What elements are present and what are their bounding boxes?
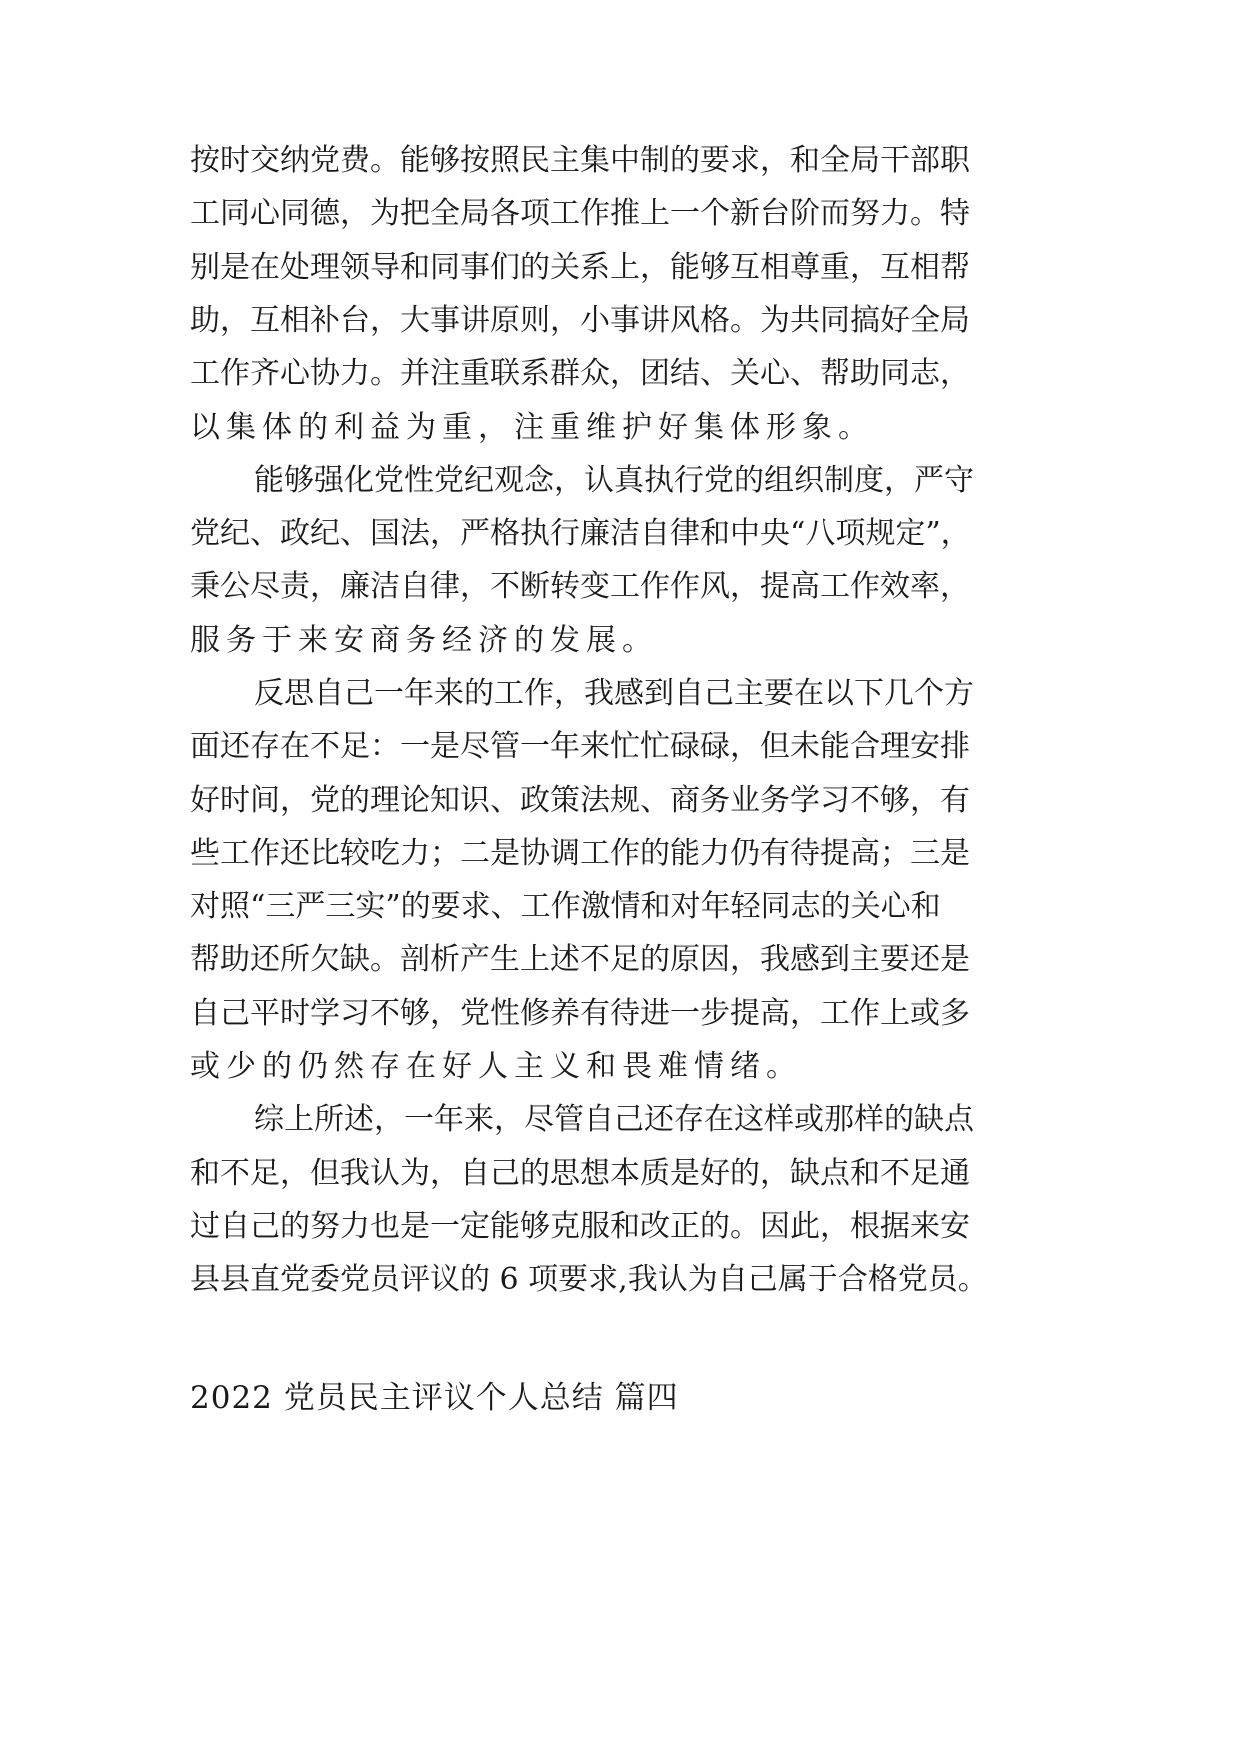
paragraph-2-line-1: 能够强化党性党纪观念，认真执行党的组织制度，严守	[254, 463, 974, 498]
paragraph-3-line-5: 对照“三严三实”的要求、工作激情和对年轻同志的关心和	[190, 889, 941, 924]
section-heading: 2022 党员民主评议个人总结 篇四	[190, 1380, 679, 1416]
paragraph-3-line-7: 自己平时学习不够，党性修养有待进一步提高，工作上或多	[190, 996, 970, 1031]
paragraph-1-line-6: 以集体的利益为重，注重维护好集体形象。	[190, 410, 874, 445]
paragraph-1-line-5: 工作齐心协力。并注重联系群众，团结、关心、帮助同志，	[190, 356, 970, 391]
paragraph-4-line-4: 县县直党委党员评议的 6 项要求,我认为自己属于合格党员。	[190, 1262, 988, 1297]
paragraph-3-line-4: 些工作还比较吃力；二是协调工作的能力仍有待提高；三是	[190, 836, 970, 871]
paragraph-1-line-3: 别是在处理领导和同事们的关系上，能够互相尊重，互相帮	[190, 250, 970, 285]
paragraph-3-line-2: 面还存在不足：一是尽管一年来忙忙碌碌，但未能合理安排	[190, 729, 970, 764]
paragraph-1-line-1: 按时交纳党费。能够按照民主集中制的要求，和全局干部职	[190, 143, 970, 178]
paragraph-1-line-2: 工同心同德，为把全局各项工作推上一个新台阶而努力。特	[190, 196, 970, 231]
paragraph-2-line-2: 党纪、政纪、国法，严格执行廉洁自律和中央“八项规定”，	[190, 516, 971, 551]
paragraph-3-line-6: 帮助还所欠缺。剖析产生上述不足的原因，我感到主要还是	[190, 942, 970, 977]
paragraph-4-line-1: 综上所述，一年来，尽管自己还存在这样或那样的缺点	[254, 1102, 974, 1137]
paragraph-3-line-1: 反思自己一年来的工作，我感到自己主要在以下几个方	[254, 676, 974, 711]
paragraph-3-line-8: 或少的仍然存在好人主义和畏难情绪。	[190, 1049, 802, 1084]
paragraph-2-line-4: 服务于来安商务经济的发展。	[190, 623, 658, 658]
paragraph-4-line-3: 过自己的努力也是一定能够克服和改正的。因此，根据来安	[190, 1209, 970, 1244]
paragraph-1-line-4: 助，互相补台，大事讲原则，小事讲风格。为共同搞好全局	[190, 303, 970, 338]
paragraph-2-line-3: 秉公尽责，廉洁自律，不断转变工作作风，提高工作效率，	[190, 569, 970, 604]
paragraph-4-line-2: 和不足，但我认为，自己的思想本质是好的，缺点和不足通	[190, 1156, 970, 1191]
paragraph-3-line-3: 好时间，党的理论知识、政策法规、商务业务学习不够，有	[190, 783, 970, 818]
